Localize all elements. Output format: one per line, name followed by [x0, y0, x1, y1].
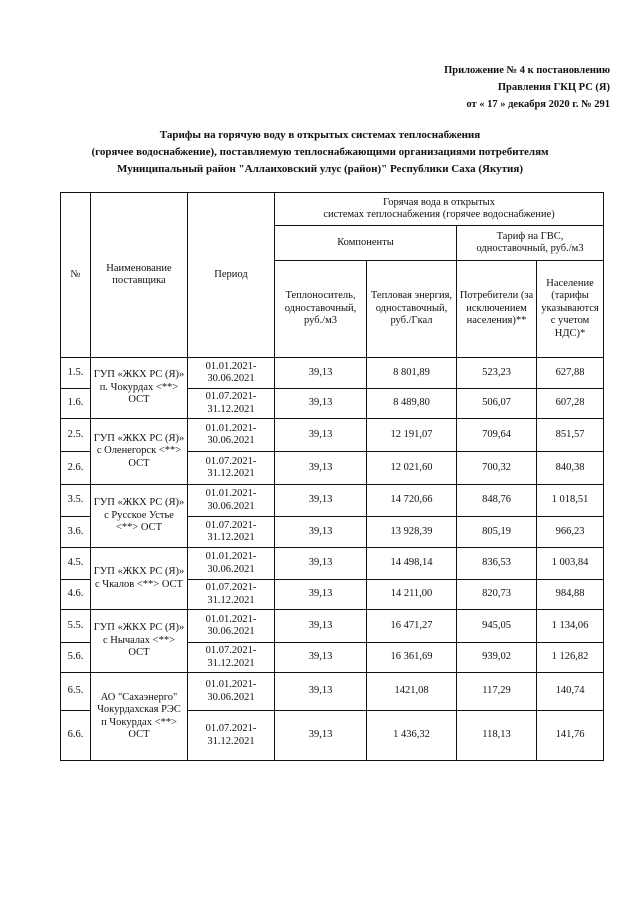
- row-number: 2.6.: [61, 452, 91, 485]
- period: 01.01.2021-30.06.2021: [188, 485, 275, 517]
- population-value: 966,23: [537, 517, 604, 548]
- tariff-table: [60, 192, 604, 761]
- appendix-line-1: Приложение № 4 к постановлению: [444, 65, 610, 76]
- table-row: [61, 419, 604, 452]
- heat-carrier-value: 39,13: [275, 548, 367, 580]
- row-number: 1.5.: [61, 358, 91, 389]
- period: 01.07.2021-31.12.2021: [188, 452, 275, 485]
- population-value: 141,76: [537, 711, 604, 761]
- period: 01.07.2021-31.12.2021: [188, 517, 275, 548]
- header-group-line-1: Горячая вода в открытых: [383, 196, 495, 208]
- supplier-name: ГУП «ЖКХ РС (Я)» с Нычалах <**> ОСТ: [91, 610, 188, 673]
- table-row: [61, 358, 604, 389]
- period: 01.01.2021-30.06.2021: [188, 610, 275, 643]
- header-tariff-line-2: одноставочный, руб./м3: [476, 243, 584, 254]
- row-number: 4.6.: [61, 580, 91, 610]
- header-supplier: Наименование поставщика: [91, 193, 188, 358]
- row-number: 6.5.: [61, 673, 91, 711]
- appendix-reference: [444, 62, 610, 113]
- period: 01.01.2021-30.06.2021: [188, 358, 275, 389]
- population-value: 1 134,06: [537, 610, 604, 643]
- consumers-value: 945,05: [457, 610, 537, 643]
- header-tariff-gvs: [457, 226, 604, 261]
- heat-energy-value: 14 720,66: [367, 485, 457, 517]
- consumers-value: 118,13: [457, 711, 537, 761]
- consumers-value: 820,73: [457, 580, 537, 610]
- header-consumers: Потребители (за исключением населения)**: [457, 261, 537, 358]
- supplier-name: ГУП «ЖКХ РС (Я)» с Чкалов <**> ОСТ: [91, 548, 188, 610]
- population-value: 1 003,84: [537, 548, 604, 580]
- row-number: 3.5.: [61, 485, 91, 517]
- title-line-2: (горячее водоснабжение), поставляемую теплоснабжающими организациями потребителям: [91, 146, 549, 158]
- table-row: [61, 485, 604, 517]
- consumers-value: 523,23: [457, 358, 537, 389]
- heat-energy-value: 12 021,60: [367, 452, 457, 485]
- population-value: 851,57: [537, 419, 604, 452]
- period: 01.07.2021-31.12.2021: [188, 643, 275, 673]
- row-number: 4.5.: [61, 548, 91, 580]
- heat-carrier-value: 39,13: [275, 517, 367, 548]
- row-number: 6.6.: [61, 711, 91, 761]
- period: 01.01.2021-30.06.2021: [188, 548, 275, 580]
- supplier-name: ГУП «ЖКХ РС (Я)» п. Чокурдах <**> ОСТ: [91, 358, 188, 419]
- population-value: 984,88: [537, 580, 604, 610]
- heat-energy-value: 14 211,00: [367, 580, 457, 610]
- population-value: 627,88: [537, 358, 604, 389]
- heat-energy-value: 12 191,07: [367, 419, 457, 452]
- consumers-value: 939,02: [457, 643, 537, 673]
- population-value: 1 126,82: [537, 643, 604, 673]
- title-line-1: Тарифы на горячую воду в открытых системах теплоснабжения: [159, 129, 481, 141]
- supplier-name: ГУП «ЖКХ РС (Я)» с Оленегорск <**> ОСТ: [91, 419, 188, 485]
- heat-energy-value: 13 928,39: [367, 517, 457, 548]
- heat-carrier-value: 39,13: [275, 485, 367, 517]
- supplier-name: ГУП «ЖКХ РС (Я)» с Русское Устье <**> ОСТ: [91, 485, 188, 548]
- heat-carrier-value: 39,13: [275, 673, 367, 711]
- supplier-name: АО "Сахаэнерго" Чокурдахская РЭС п Чокурдах <**> ОСТ: [91, 673, 188, 761]
- row-number: 5.5.: [61, 610, 91, 643]
- row-number: 1.6.: [61, 389, 91, 419]
- row-number: 5.6.: [61, 643, 91, 673]
- heat-energy-value: 1421,08: [367, 673, 457, 711]
- consumers-value: 805,19: [457, 517, 537, 548]
- consumers-value: 117,29: [457, 673, 537, 711]
- consumers-value: 709,64: [457, 419, 537, 452]
- period: 01.01.2021-30.06.2021: [188, 419, 275, 452]
- header-hot-water-group: [275, 193, 604, 226]
- heat-energy-value: 1 436,32: [367, 711, 457, 761]
- period: 01.01.2021-30.06.2021: [188, 673, 275, 711]
- table-row: [61, 610, 604, 643]
- header-population: Население (тарифы указываются с учетом НДС)*: [537, 261, 604, 358]
- row-number: 3.6.: [61, 517, 91, 548]
- header-heat-carrier: Теплоноситель, одноставочный, руб./м3: [275, 261, 367, 358]
- heat-carrier-value: 39,13: [275, 452, 367, 485]
- document-title: [60, 127, 580, 178]
- heat-carrier-value: 39,13: [275, 711, 367, 761]
- heat-carrier-value: 39,13: [275, 389, 367, 419]
- heat-carrier-value: 39,13: [275, 358, 367, 389]
- heat-energy-value: 16 361,69: [367, 643, 457, 673]
- population-value: 607,28: [537, 389, 604, 419]
- consumers-value: 506,07: [457, 389, 537, 419]
- header-no: №: [61, 193, 91, 358]
- title-line-3: Муниципальный район "Аллаиховский улус (район)" Республики Саха (Якутия): [116, 163, 524, 175]
- heat-energy-value: 8 801,89: [367, 358, 457, 389]
- table-row: [61, 548, 604, 580]
- consumers-value: 700,32: [457, 452, 537, 485]
- consumers-value: 848,76: [457, 485, 537, 517]
- heat-energy-value: 16 471,27: [367, 610, 457, 643]
- period: 01.07.2021-31.12.2021: [188, 389, 275, 419]
- header-group-line-2: системах теплоснабжения (горячее водоснабжение): [323, 209, 555, 220]
- population-value: 1 018,51: [537, 485, 604, 517]
- consumers-value: 836,53: [457, 548, 537, 580]
- period: 01.07.2021-31.12.2021: [188, 580, 275, 610]
- heat-carrier-value: 39,13: [275, 419, 367, 452]
- heat-carrier-value: 39,13: [275, 610, 367, 643]
- appendix-line-2: Правления ГКЦ РС (Я): [497, 82, 610, 93]
- heat-energy-value: 8 489,80: [367, 389, 457, 419]
- heat-energy-value: 14 498,14: [367, 548, 457, 580]
- header-tariff-line-1: Тариф на ГВС,: [496, 230, 564, 242]
- header-period: Период: [188, 193, 275, 358]
- period: 01.07.2021-31.12.2021: [188, 711, 275, 761]
- header-components: Компоненты: [275, 226, 457, 261]
- population-value: 840,38: [537, 452, 604, 485]
- appendix-line-3: от « 17 » декабря 2020 г. № 291: [466, 99, 610, 110]
- table-row: [61, 673, 604, 711]
- heat-carrier-value: 39,13: [275, 580, 367, 610]
- heat-carrier-value: 39,13: [275, 643, 367, 673]
- header-heat-energy: Тепловая энергия, одноставочный, руб./Гкал: [367, 261, 457, 358]
- population-value: 140,74: [537, 673, 604, 711]
- row-number: 2.5.: [61, 419, 91, 452]
